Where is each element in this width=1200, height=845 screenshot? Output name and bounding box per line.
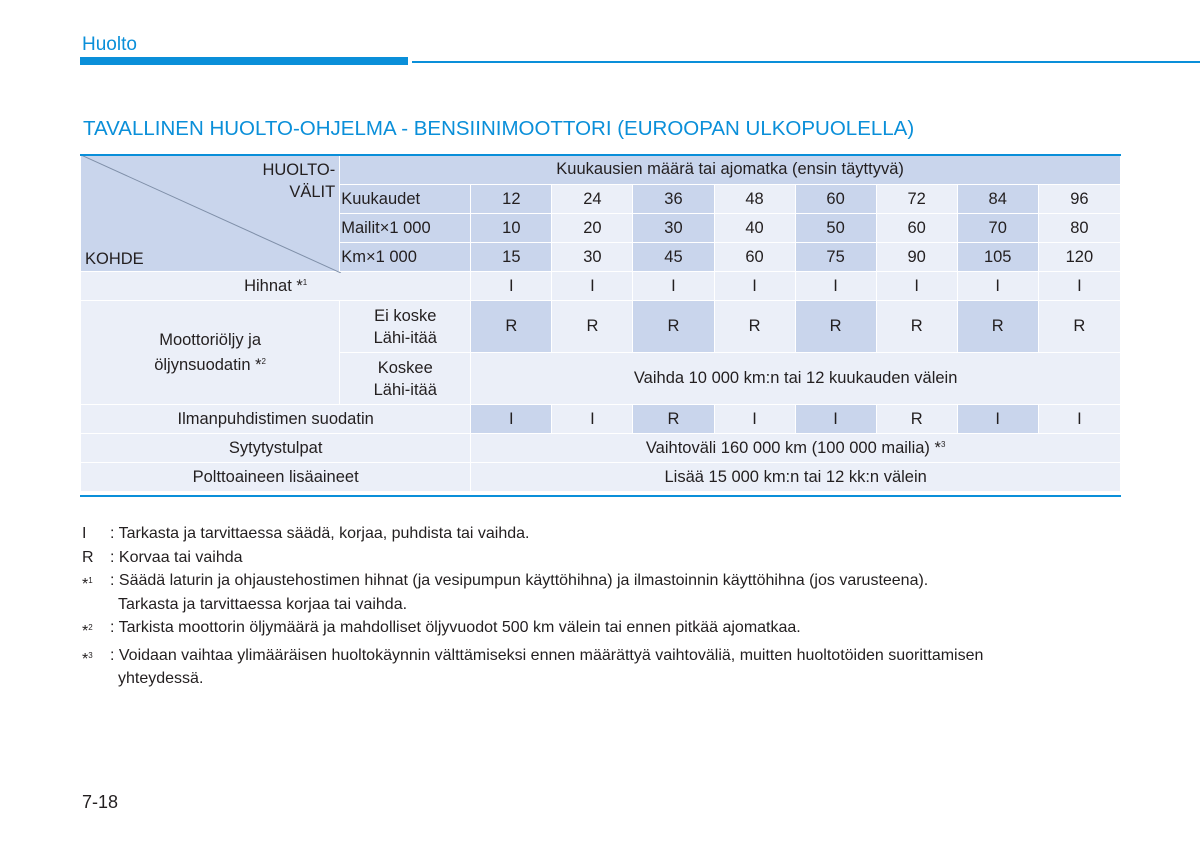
table-row-spark-plugs [81, 434, 1121, 463]
interval-caption-line-2: VÄLIT [289, 183, 336, 201]
schedule-cell: I [714, 405, 795, 434]
footnote-sup: 3 [88, 650, 93, 660]
schedule-cell: R [876, 301, 957, 353]
table-top-rule [80, 154, 1121, 156]
table-bottom-rule [80, 495, 1121, 497]
schedule-span-cell [471, 434, 1121, 463]
schedule-cell: I [552, 405, 633, 434]
footnote-ref: 2 [261, 357, 266, 366]
months-cell: 24 [552, 185, 633, 214]
miles-cell: 70 [957, 214, 1038, 243]
item-caption: KOHDE [85, 250, 144, 268]
row-label-oil-line-1: Moottoriöljy ja [159, 331, 261, 349]
schedule-cell: R [633, 405, 714, 434]
footnote-text: : Säädä laturin ja ohjaustehostimen hihnat (ja vesipumpun käyttöhihna) ja ilmastoinnin käyttöhihna (jos varusteena). [110, 572, 929, 589]
schedule-cell: I [876, 272, 957, 301]
sub-label-middle-east [340, 353, 471, 405]
interval-header: Kuukausien määrä tai ajomatka (ensin täyttyvä) [340, 155, 1121, 185]
sub-label-line-2: Lähi-itää [373, 380, 437, 399]
footnote-text: : Tarkista moottorin öljymäärä ja mahdolliset öljyvuodot 500 km välein tai ennen pitkää ajomatkaa. [110, 619, 801, 636]
schedule-cell: I [714, 272, 795, 301]
row-label-belts-text: Hihnat * [244, 276, 303, 295]
footnote-key: * [82, 623, 89, 640]
schedule-cell: I [957, 405, 1038, 434]
table-row-belts [81, 272, 1121, 301]
schedule-cell: R [1038, 301, 1120, 353]
row-label-air-filter: Ilmanpuhdistimen suodatin [81, 405, 471, 434]
sub-label-line-1: Ei koske [374, 306, 437, 325]
section-title: Huolto [82, 34, 137, 55]
schedule-cell: I [957, 272, 1038, 301]
footnote-key: * [82, 576, 89, 593]
interval-caption [262, 159, 335, 203]
schedule-cell: I [1038, 405, 1120, 434]
footnote [82, 546, 1192, 570]
footnote-body [110, 644, 1192, 691]
row-label-fuel-additives: Polttoaineen lisäaineet [81, 463, 471, 492]
interval-caption-line-1: HUOLTO- [262, 161, 336, 179]
table-row-fuel-additives [81, 463, 1121, 492]
table-corner-cell [81, 155, 340, 272]
km-cell: 105 [957, 243, 1038, 272]
footnote-key: R [82, 548, 94, 566]
footnotes [82, 522, 1192, 691]
footnote-key-wrap [82, 569, 110, 616]
footnote-text: : Voidaan vaihtaa ylimääräisen huoltokäynnin välttämiseksi ennen määrättyä vaihtoväliä, muitten huoltotöiden suorittamisen [110, 646, 984, 664]
schedule-cell: I [1038, 272, 1120, 301]
schedule-cell: I [471, 405, 552, 434]
schedule-cell: R [552, 301, 633, 353]
schedule-cell: R [795, 301, 876, 353]
months-cell: 72 [876, 185, 957, 214]
footnote-key-wrap [82, 644, 110, 691]
miles-cell: 80 [1038, 214, 1120, 243]
months-cell: 12 [471, 185, 552, 214]
footnote [82, 616, 1192, 644]
schedule-span-text: Lisää 15 000 km:n tai 12 kk:n välein [471, 463, 1121, 492]
months-cell: 96 [1038, 185, 1120, 214]
months-cell: 84 [957, 185, 1038, 214]
footnote [82, 522, 1192, 546]
km-cell: 45 [633, 243, 714, 272]
schedule-cell: I [795, 405, 876, 434]
schedule-cell: I [795, 272, 876, 301]
footnote-key-wrap [82, 616, 110, 644]
footnote-ref: 3 [940, 439, 946, 449]
footnote-text-cont: yhteydessä. [118, 670, 204, 687]
schedule-cell: R [471, 301, 552, 353]
row-label-belts [81, 272, 471, 301]
schedule-cell: I [552, 272, 633, 301]
schedule-cell: R [633, 301, 714, 353]
sub-label-line-2: Lähi-itää [373, 328, 437, 347]
months-cell: 36 [633, 185, 714, 214]
km-cell: 90 [876, 243, 957, 272]
footnote-text: : Tarkasta ja tarvittaessa säädä, korjaa, puhdista tai vaihda. [110, 525, 530, 542]
header-rule [412, 61, 1200, 63]
months-cell: 48 [714, 185, 795, 214]
schedule-span-text: Vaihtoväli 160 000 km (100 000 mailia) * [645, 438, 941, 457]
header-bar [80, 57, 408, 65]
miles-cell: 50 [795, 214, 876, 243]
sub-label-line-1: Koskee [377, 358, 433, 377]
row-label-oil-line-2: öljynsuodatin * [154, 356, 262, 374]
footnote [82, 644, 1192, 691]
miles-cell: 10 [471, 214, 552, 243]
miles-cell: 30 [633, 214, 714, 243]
miles-cell: 40 [714, 214, 795, 243]
footnote-text: : Korvaa tai vaihda [110, 548, 243, 566]
footnote-ref: 1 [302, 277, 308, 287]
footnote [82, 569, 1192, 616]
page-number: 7-18 [82, 792, 119, 812]
footnote-sup: 2 [88, 623, 93, 632]
km-label: Km×1 000 [340, 243, 471, 272]
footnote-key: I [82, 525, 87, 542]
km-cell: 30 [552, 243, 633, 272]
page-heading: TAVALLINEN HUOLTO-OHJELMA - BENSIINIMOOTTORI (EUROOPAN ULKOPUOLELLA) [83, 117, 915, 140]
table-row-air-filter [81, 405, 1121, 434]
schedule-cell: R [957, 301, 1038, 353]
months-label: Kuukaudet [340, 185, 471, 214]
km-cell: 60 [714, 243, 795, 272]
schedule-cell: I [471, 272, 552, 301]
schedule-span-text: Vaihda 10 000 km:n tai 12 kuukauden välein [471, 353, 1121, 405]
footnote-text-cont: Tarkasta ja tarvittaessa korjaa tai vaihda. [118, 595, 408, 613]
km-cell: 120 [1038, 243, 1120, 272]
sub-label-not-middle-east [340, 301, 471, 353]
km-cell: 15 [471, 243, 552, 272]
table-row-oil-a [81, 301, 1121, 353]
row-label-spark-plugs: Sytytystulpat [81, 434, 471, 463]
miles-cell: 60 [876, 214, 957, 243]
row-label-oil [81, 301, 340, 405]
footnote-key: * [82, 650, 89, 668]
maintenance-schedule-table [80, 154, 1121, 492]
footnote-sup: 1 [88, 576, 93, 585]
footnote-body [110, 569, 1192, 616]
km-cell: 75 [795, 243, 876, 272]
schedule-cell: R [714, 301, 795, 353]
schedule-cell: R [876, 405, 957, 434]
miles-label: Mailit×1 000 [340, 214, 471, 243]
months-cell: 60 [795, 185, 876, 214]
schedule-cell: I [633, 272, 714, 301]
miles-cell: 20 [552, 214, 633, 243]
